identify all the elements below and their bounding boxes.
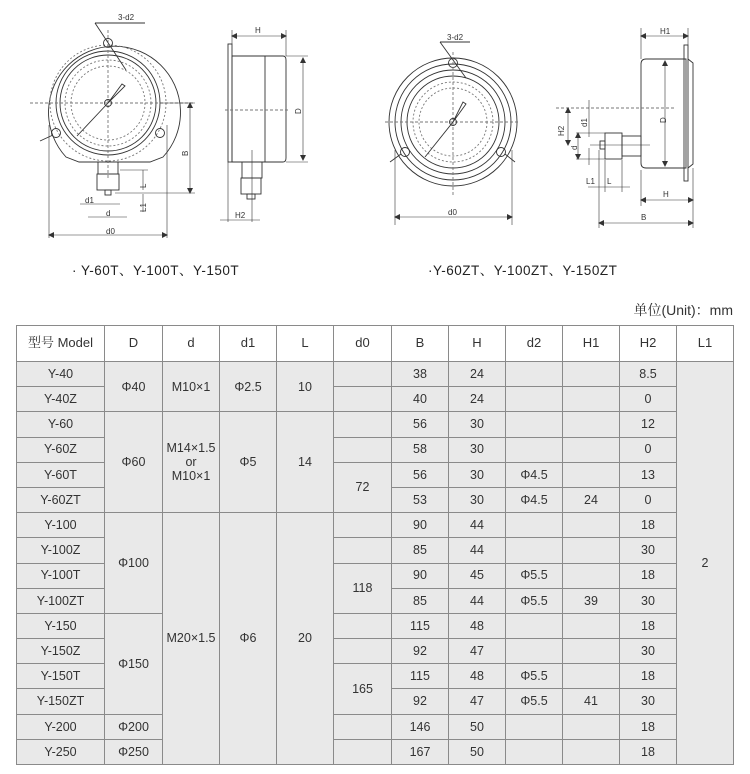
label-H2: H2 — [235, 211, 246, 220]
cell-H: 44 — [449, 538, 506, 563]
cell-B: 92 — [392, 639, 449, 664]
cell-model: Y-60Z — [17, 437, 105, 462]
table-row — [17, 412, 734, 437]
cell-H1: 39 — [563, 588, 620, 613]
cell-d2 — [506, 639, 563, 664]
cell-d2 — [506, 362, 563, 387]
cell-d0 — [334, 362, 392, 387]
cell-B: 115 — [392, 664, 449, 689]
cell-D: Φ60 — [105, 412, 163, 513]
table-row — [17, 739, 734, 764]
cell-d0 — [334, 714, 392, 739]
label-d0-right: d0 — [448, 208, 457, 217]
label-B-right: B — [641, 213, 647, 222]
table-row — [17, 613, 734, 638]
label-D-right: D — [659, 117, 668, 123]
cell-model: Y-150ZT — [17, 689, 105, 714]
cell-D: Φ150 — [105, 613, 163, 714]
cell-B: 53 — [392, 487, 449, 512]
cell-d2: Φ4.5 — [506, 487, 563, 512]
label-d1: d1 — [85, 196, 94, 205]
cell-d0 — [334, 613, 392, 638]
cell-H2: 30 — [620, 689, 677, 714]
header-L: L — [277, 326, 334, 362]
header-H2: H2 — [620, 326, 677, 362]
cell-d2 — [506, 513, 563, 538]
cell-model: Y-60T — [17, 462, 105, 487]
header-model: 型号 Model — [17, 326, 105, 362]
label-D: D — [294, 108, 303, 114]
table-header-row — [17, 326, 734, 362]
cell-d2 — [506, 387, 563, 412]
label-d1-right: d1 — [580, 118, 589, 127]
technical-drawings — [0, 0, 750, 250]
cell-H1 — [563, 362, 620, 387]
cell-d0 — [334, 387, 392, 412]
table-row — [17, 362, 734, 387]
cell-L1: 2 — [677, 362, 734, 765]
label-d-right: d — [570, 145, 579, 150]
cell-B: 40 — [392, 387, 449, 412]
cell-d0 — [334, 739, 392, 764]
cell-model: Y-250 — [17, 739, 105, 764]
cell-H: 30 — [449, 437, 506, 462]
left-side-labels — [235, 26, 303, 220]
cell-d1: Φ6 — [220, 513, 277, 765]
label-H-right: H — [663, 190, 669, 199]
cell-H: 50 — [449, 714, 506, 739]
cell-D: Φ200 — [105, 714, 163, 739]
cell-H: 47 — [449, 639, 506, 664]
cell-B: 85 — [392, 588, 449, 613]
cell-H: 30 — [449, 487, 506, 512]
cell-d1: Φ5 — [220, 412, 277, 513]
cell-H2: 12 — [620, 412, 677, 437]
cell-H1: 41 — [563, 689, 620, 714]
cell-H1 — [563, 664, 620, 689]
cell-H1 — [563, 563, 620, 588]
cell-B: 58 — [392, 437, 449, 462]
cell-d-line2: or — [185, 455, 197, 470]
cell-H2: 18 — [620, 563, 677, 588]
cell-H1 — [563, 387, 620, 412]
cell-model: Y-150T — [17, 664, 105, 689]
label-L1-right: L1 — [586, 177, 595, 186]
cell-H: 44 — [449, 588, 506, 613]
cell-B: 92 — [392, 689, 449, 714]
table-row — [17, 714, 734, 739]
cell-H1 — [563, 613, 620, 638]
cell-d2: Φ4.5 — [506, 462, 563, 487]
cell-B: 115 — [392, 613, 449, 638]
cell-H2: 18 — [620, 739, 677, 764]
cell-d2: Φ5.5 — [506, 563, 563, 588]
cell-H2: 8.5 — [620, 362, 677, 387]
cell-H2: 13 — [620, 462, 677, 487]
cell-H: 48 — [449, 664, 506, 689]
cell-d2 — [506, 739, 563, 764]
label-L: L — [139, 183, 148, 188]
cell-L: 14 — [277, 412, 334, 513]
cell-H: 44 — [449, 513, 506, 538]
cell-model: Y-100ZT — [17, 588, 105, 613]
cell-H2: 18 — [620, 613, 677, 638]
cell-model: Y-60 — [17, 412, 105, 437]
cell-d0 — [334, 639, 392, 664]
cell-H1: 24 — [563, 487, 620, 512]
cell-D: Φ250 — [105, 739, 163, 764]
cell-H: 24 — [449, 362, 506, 387]
cell-H2: 30 — [620, 538, 677, 563]
cell-d — [163, 412, 220, 513]
cell-d2 — [506, 613, 563, 638]
cell-d-line1: M14×1.5 — [166, 440, 216, 455]
cell-H1 — [563, 639, 620, 664]
label-d: d — [106, 209, 111, 218]
cell-B: 90 — [392, 513, 449, 538]
header-H: H — [449, 326, 506, 362]
label-L1: L1 — [139, 203, 148, 212]
cell-d-line3: M10×1 — [171, 469, 211, 484]
cell-d0 — [334, 437, 392, 462]
cell-H: 30 — [449, 412, 506, 437]
cell-H1 — [563, 739, 620, 764]
cell-B: 90 — [392, 563, 449, 588]
label-3-d2-right: 3-d2 — [447, 33, 464, 42]
cell-H: 24 — [449, 387, 506, 412]
cell-L: 10 — [277, 362, 334, 412]
cell-H: 47 — [449, 689, 506, 714]
cell-B: 167 — [392, 739, 449, 764]
right-diagram-caption: ·Y-60ZT、Y-100ZT、Y-150ZT — [428, 263, 618, 278]
cell-B: 38 — [392, 362, 449, 387]
label-L-right: L — [607, 177, 612, 186]
cell-d2 — [506, 437, 563, 462]
cell-d: M20×1.5 — [163, 513, 220, 765]
cell-B: 56 — [392, 412, 449, 437]
cell-H1 — [563, 437, 620, 462]
cell-model: Y-40Z — [17, 387, 105, 412]
header-D: D — [105, 326, 163, 362]
spec-table — [16, 325, 734, 765]
label-H: H — [255, 26, 261, 35]
cell-H1 — [563, 412, 620, 437]
cell-H2: 0 — [620, 487, 677, 512]
cell-H2: 18 — [620, 664, 677, 689]
cell-d0 — [334, 513, 392, 538]
header-d0: d0 — [334, 326, 392, 362]
left-side-view — [220, 30, 308, 222]
unit-note: 单位(Unit)：mm — [633, 302, 733, 318]
left-diagram-caption: · Y-60T、Y-100T、Y-150T — [72, 263, 240, 278]
cell-d1: Φ2.5 — [220, 362, 277, 412]
cell-model: Y-100T — [17, 563, 105, 588]
cell-d0 — [334, 538, 392, 563]
table-row — [17, 513, 734, 538]
cell-d0: 118 — [334, 563, 392, 613]
cell-H2: 18 — [620, 714, 677, 739]
right-front-view — [385, 42, 520, 225]
cell-d2 — [506, 412, 563, 437]
cell-d2: Φ5.5 — [506, 664, 563, 689]
label-B: B — [181, 150, 190, 156]
left-front-labels — [85, 13, 190, 236]
cell-d2: Φ5.5 — [506, 689, 563, 714]
left-front-view — [30, 23, 195, 238]
cell-d2: Φ5.5 — [506, 588, 563, 613]
cell-d0: 72 — [334, 462, 392, 512]
cell-d0: 165 — [334, 664, 392, 714]
label-H1: H1 — [660, 27, 671, 36]
cell-H1 — [563, 513, 620, 538]
cell-H: 48 — [449, 613, 506, 638]
cell-H1 — [563, 462, 620, 487]
cell-H2: 30 — [620, 639, 677, 664]
cell-B: 85 — [392, 538, 449, 563]
cell-L: 20 — [277, 513, 334, 765]
right-side-view — [556, 28, 693, 228]
cell-d0 — [334, 412, 392, 437]
label-3-d2: 3-d2 — [118, 13, 135, 22]
cell-model: Y-100 — [17, 513, 105, 538]
cell-model: Y-200 — [17, 714, 105, 739]
cell-model: Y-60ZT — [17, 487, 105, 512]
cell-H: 45 — [449, 563, 506, 588]
header-B: B — [392, 326, 449, 362]
cell-H2: 18 — [620, 513, 677, 538]
cell-d2 — [506, 714, 563, 739]
header-L1: L1 — [677, 326, 734, 362]
header-d2: d2 — [506, 326, 563, 362]
label-d0: d0 — [106, 227, 115, 236]
cell-model: Y-150Z — [17, 639, 105, 664]
cell-H: 30 — [449, 462, 506, 487]
cell-d2 — [506, 538, 563, 563]
cell-model: Y-100Z — [17, 538, 105, 563]
cell-H2: 30 — [620, 588, 677, 613]
cell-D: Φ40 — [105, 362, 163, 412]
cell-H1 — [563, 714, 620, 739]
cell-H2: 0 — [620, 387, 677, 412]
header-d1: d1 — [220, 326, 277, 362]
cell-H1 — [563, 538, 620, 563]
cell-H: 50 — [449, 739, 506, 764]
header-d: d — [163, 326, 220, 362]
cell-d: M10×1 — [163, 362, 220, 412]
header-H1: H1 — [563, 326, 620, 362]
cell-B: 146 — [392, 714, 449, 739]
right-side-labels — [557, 27, 671, 222]
label-H2-right: H2 — [557, 125, 566, 136]
cell-D: Φ100 — [105, 513, 163, 614]
cell-model: Y-150 — [17, 613, 105, 638]
cell-model: Y-40 — [17, 362, 105, 387]
cell-B: 56 — [392, 462, 449, 487]
cell-H2: 0 — [620, 437, 677, 462]
